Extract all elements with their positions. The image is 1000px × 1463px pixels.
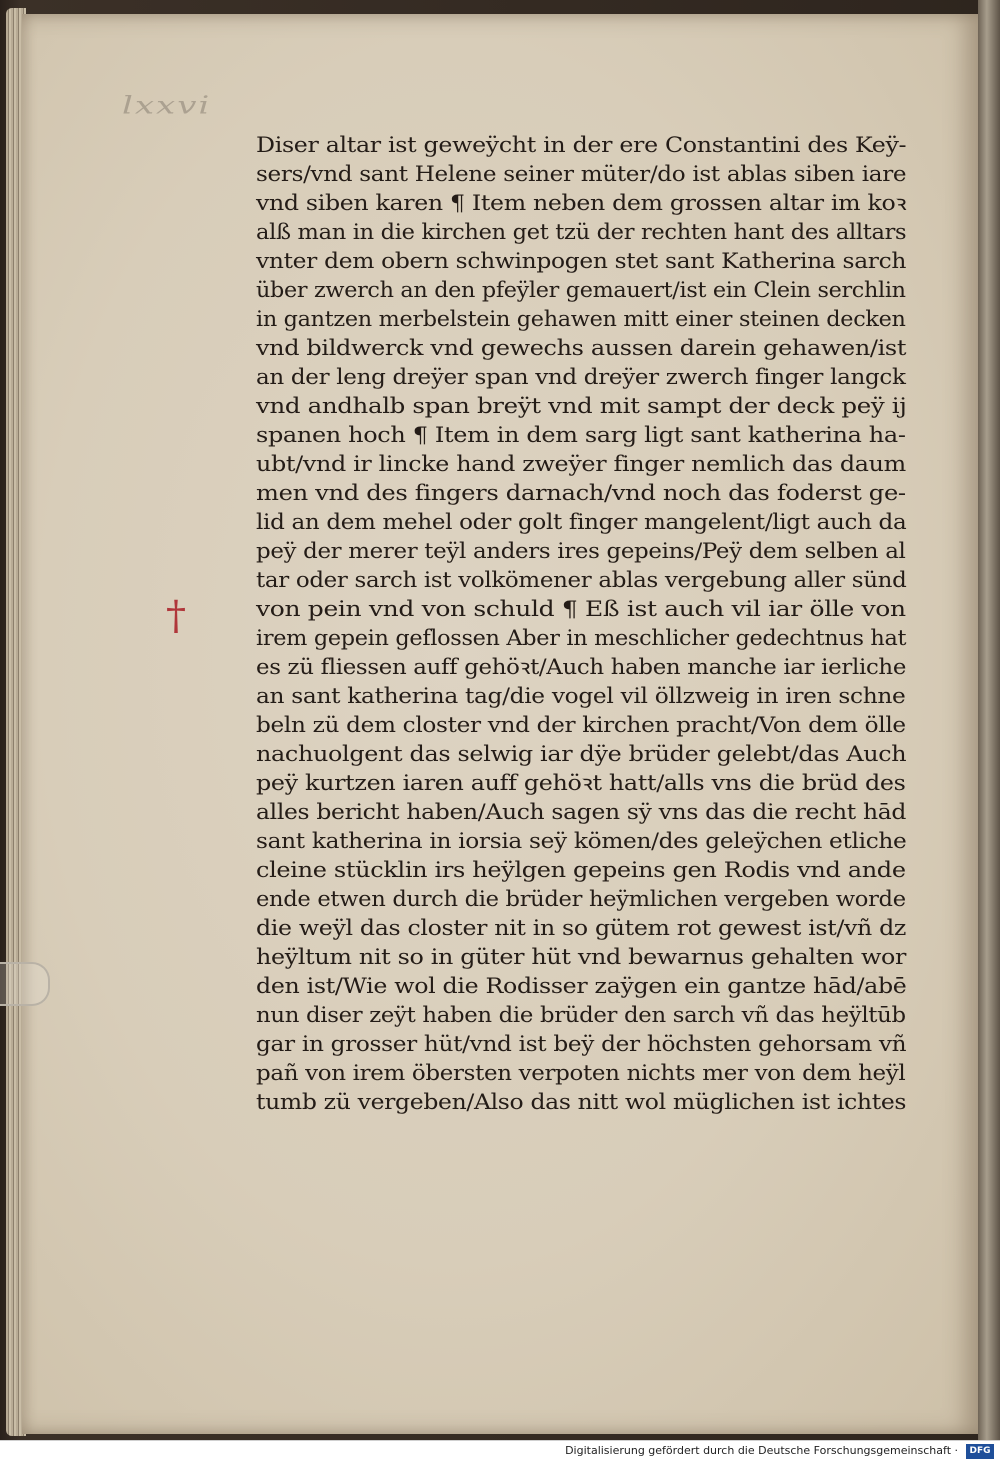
book-gutter (978, 0, 1000, 1440)
text-line: an der leng dreÿer span vnd dreÿer zwerch finger langck (256, 365, 906, 389)
text-line: von pein vnd von schuld ¶ Eß ist auch vil iar ölle von (256, 597, 906, 621)
text-line: vnd bildwerck vnd gewechs aussen darein gehawen/ist (256, 336, 907, 360)
text-line: beln zü dem closter vnd der kirchen pracht/Von dem ölle (256, 713, 906, 737)
text-line: spanen hoch ¶ Item in dem sarg ligt sant katherina ha- (256, 423, 906, 447)
text-line: Diser altar ist geweÿcht in der ere Constantini des Keÿ- (256, 133, 907, 157)
text-line: men vnd des fingers darnach/vnd noch das foderst ge- (256, 481, 906, 505)
marginal-cross-mark: † (166, 593, 186, 639)
bookmark-tab (0, 962, 50, 1006)
text-line: in gantzen merbelstein gehawen mitt einer steinen decken (256, 307, 906, 331)
text-line: cleine stücklin irs heÿlgen gepeins gen Rodis vnd ande (256, 858, 906, 882)
text-line: ubt/vnd ir lincke hand zweÿer finger nemlich das daum (256, 452, 906, 476)
text-line: peÿ kurtzen iaren auff gehöꝛt hatt/alls vns die brüd des (256, 771, 906, 795)
text-line: tar oder sarch ist volkömener ablas vergebung aller sünd (256, 568, 907, 592)
text-line: vnd andhalb span breÿt vnd mit sampt der deck peÿ ij (256, 394, 907, 418)
text-line: vnter dem obern schwinpogen stet sant Katherina sarch (256, 249, 907, 273)
text-line: heÿltum nit so in güter hüt vnd bewarnus gehalten wor (256, 945, 907, 969)
text-line: nun diser zeÿt haben die brüder den sarch vñ das heÿltūb (256, 1003, 906, 1027)
text-line: ende etwen durch die brüder heÿmlichen vergeben worde (256, 887, 906, 911)
funding-credit: Digitalisierung gefördert durch die Deutsche Forschungsgemeinschaft · (565, 1444, 958, 1457)
text-line: über zwerch an den pfeÿler gemauert/ist ein Clein serchlin (256, 278, 906, 302)
text-line: pañ von irem öbersten verpoten nichts mer von dem heÿl (256, 1061, 906, 1085)
folio-number: lxxvi (122, 92, 212, 120)
text-line: gar in grosser hüt/vnd ist beÿ der höchsten gehorsam vñ (256, 1032, 907, 1056)
text-line: alß man in die kirchen get tzü der rechten hant des alltars (256, 220, 907, 244)
text-line: irem gepein geflossen Aber in meschlicher gedechtnus hat (256, 626, 907, 650)
text-line: die weÿl das closter nit in so gütem rot gewest ist/vñ dz (256, 916, 907, 940)
text-line: alles bericht haben/Auch sagen sÿ vns das die recht hād (256, 800, 907, 824)
text-line: lid an dem mehel oder golt finger mangelent/ligt auch da (256, 510, 907, 534)
text-line: vnd siben karen ¶ Item neben dem grossen altar im koꝛ (256, 191, 907, 215)
text-line: nachuolgent das selwig iar dÿe brüder gelebt/das Auch (256, 742, 907, 766)
footer-bar (0, 1440, 1000, 1463)
text-line: sant katherina in iorsia seÿ kömen/des geleÿchen etliche (256, 829, 907, 853)
text-line: es zü fliessen auff gehöꝛt/Auch haben manche iar ierliche (256, 655, 907, 679)
text-line: an sant katherina tag/die vogel vil öllzweig in iren schne (256, 684, 906, 708)
text-block (256, 130, 916, 1130)
text-line: peÿ der merer teÿl anders ires gepeins/Peÿ dem selben al (256, 539, 906, 563)
text-line: tumb zü vergeben/Also das nitt wol müglichen ist ichtes (256, 1090, 907, 1114)
text-line: sers/vnd sant Helene seiner müter/do ist ablas siben iare (256, 162, 907, 186)
dfg-logo: DFG (966, 1444, 994, 1459)
text-line: den ist/Wie wol die Rodisser zaÿgen ein gantze hād/abē (256, 974, 907, 998)
